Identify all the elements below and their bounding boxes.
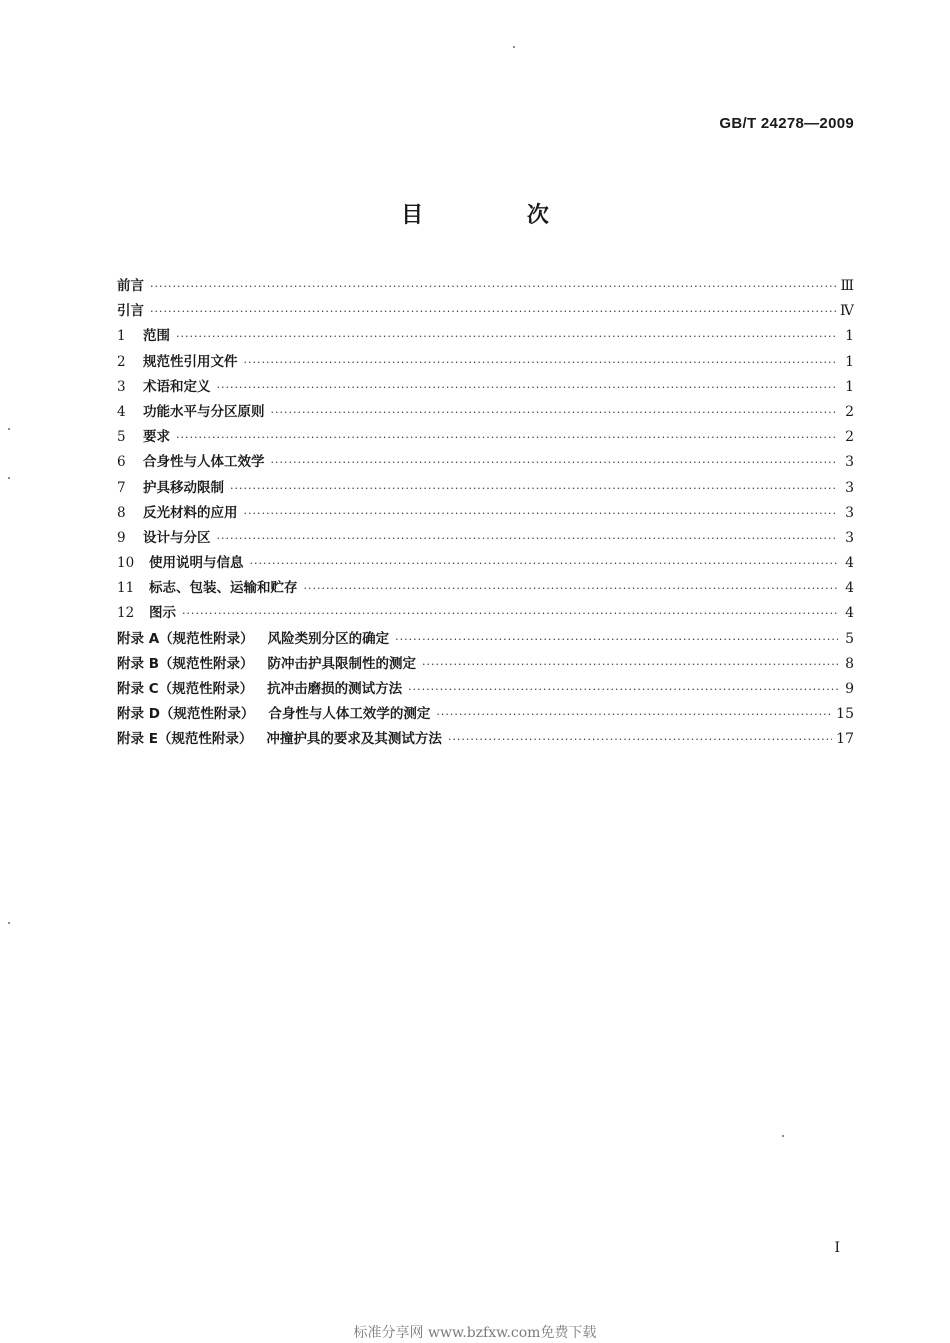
toc-entry-number: 12 xyxy=(117,605,135,622)
scan-speck xyxy=(8,922,10,924)
toc-entry[interactable] xyxy=(117,551,854,576)
watermark: 标准分享网 www.bzfxw.com免费下载 xyxy=(353,1325,597,1341)
toc-annex-prefix: 附录 A（规范性附录） xyxy=(117,630,254,647)
toc-entry-number: 5 xyxy=(117,429,126,446)
toc-entry-number: 4 xyxy=(117,403,126,420)
toc-entry-title xyxy=(117,702,430,727)
toc-entry-title xyxy=(117,274,144,299)
toc-entry-title xyxy=(117,601,176,626)
toc-entry[interactable] xyxy=(117,324,854,349)
toc-leader-dots xyxy=(250,551,839,576)
toc-entry-label: 图示 xyxy=(149,605,176,622)
toc-entry[interactable] xyxy=(117,299,854,324)
toc-entry[interactable] xyxy=(117,450,854,475)
toc-leader-dots xyxy=(244,350,839,375)
toc-leader-dots xyxy=(217,375,839,400)
toc-entry-label: 防冲击护具限制性的测定 xyxy=(267,655,416,672)
toc-entry-page: 1 xyxy=(845,328,854,345)
toc-entry-page: 4 xyxy=(845,605,854,622)
page-title: 目 次 xyxy=(401,203,597,228)
toc-entry[interactable] xyxy=(117,627,854,652)
toc-entry-title xyxy=(117,375,211,400)
toc-leader-dots xyxy=(422,652,838,677)
scan-speck xyxy=(8,428,10,430)
toc-entry[interactable] xyxy=(117,727,854,752)
toc-entry-title xyxy=(117,400,265,425)
toc-leader-dots xyxy=(230,476,838,501)
toc-entry-title xyxy=(117,425,170,450)
toc-annex-prefix: 附录 C（规范性附录） xyxy=(117,681,254,697)
toc-entry[interactable] xyxy=(117,526,854,551)
toc-entry-number: 6 xyxy=(117,454,126,471)
toc-entry-page: 1 xyxy=(845,353,854,370)
toc-entry-page: 15 xyxy=(836,706,854,723)
toc-entry-number: 11 xyxy=(117,580,135,597)
toc-entry-page: 9 xyxy=(845,681,854,697)
toc-leader-dots xyxy=(395,627,838,652)
toc-entry-number: 2 xyxy=(117,353,126,370)
toc-entry-number: 1 xyxy=(117,328,126,345)
toc-entry[interactable] xyxy=(117,425,854,450)
toc-entry-page: Ⅲ xyxy=(840,278,854,294)
toc-entry-page: 1 xyxy=(845,378,854,395)
toc-entry-label: 风险类别分区的确定 xyxy=(267,630,390,647)
toc-entry-title xyxy=(117,501,238,526)
toc-entry[interactable] xyxy=(117,375,854,400)
toc-annex-prefix: 附录 B（规范性附录） xyxy=(117,655,254,672)
toc-entry[interactable] xyxy=(117,501,854,526)
toc-entry-page: 5 xyxy=(845,630,854,647)
toc-leader-dots xyxy=(271,450,839,475)
toc-entry-number: 7 xyxy=(117,479,126,496)
toc-entry-title xyxy=(117,299,144,324)
toc-entry-label: 规范性引用文件 xyxy=(143,353,238,370)
toc-entry-page: Ⅳ xyxy=(840,303,854,320)
toc-entry-title xyxy=(117,576,298,601)
toc-entry-label: 范围 xyxy=(143,328,170,345)
toc-leader-dots xyxy=(176,425,838,450)
toc-leader-dots xyxy=(244,501,839,526)
toc-leader-dots xyxy=(304,576,839,601)
toc-entry-page: 3 xyxy=(845,504,854,521)
scan-speck xyxy=(513,46,515,48)
toc-entry-label: 功能水平与分区原则 xyxy=(143,403,265,420)
toc-entry-title xyxy=(117,526,211,551)
standard-code: GB/T 24278—2009 xyxy=(719,115,854,132)
toc-annex-prefix: 附录 D（规范性附录） xyxy=(117,706,255,723)
toc-entry-label: 前言 xyxy=(117,278,144,294)
toc-entry-title xyxy=(117,677,402,702)
table-of-contents xyxy=(117,274,854,753)
toc-leader-dots xyxy=(448,727,832,752)
toc-entry-page: 3 xyxy=(845,454,854,471)
toc-entry-label: 引言 xyxy=(117,303,144,320)
toc-leader-dots xyxy=(182,601,838,626)
toc-entry-title xyxy=(117,350,238,375)
toc-leader-dots xyxy=(408,677,838,702)
scan-speck xyxy=(8,477,10,479)
toc-entry-page: 2 xyxy=(845,403,854,420)
toc-leader-dots xyxy=(271,400,839,425)
toc-entry[interactable] xyxy=(117,350,854,375)
toc-entry-label: 合身性与人体工效学的测定 xyxy=(268,706,431,723)
toc-entry-label: 标志、包装、运输和贮存 xyxy=(149,580,298,597)
toc-entry-title xyxy=(117,652,416,677)
page-number: I xyxy=(834,1240,840,1256)
toc-leader-dots xyxy=(217,526,839,551)
toc-entry-label: 术语和定义 xyxy=(143,378,211,395)
toc-entry-page: 17 xyxy=(836,731,854,748)
toc-entry-number: 10 xyxy=(117,555,135,572)
toc-entry-number: 9 xyxy=(117,529,126,546)
toc-entry-title xyxy=(117,324,170,349)
toc-entry-number: 8 xyxy=(117,504,126,521)
toc-entry-label: 护具移动限制 xyxy=(143,479,224,496)
toc-entry[interactable] xyxy=(117,576,854,601)
toc-annex-prefix: 附录 E（规范性附录） xyxy=(117,731,253,748)
toc-entry-label: 反光材料的应用 xyxy=(143,504,238,521)
toc-entry[interactable] xyxy=(117,677,854,702)
toc-entry-title xyxy=(117,727,442,752)
toc-entry-title xyxy=(117,551,244,576)
toc-entry[interactable] xyxy=(117,652,854,677)
toc-entry[interactable] xyxy=(117,476,854,501)
toc-leader-dots xyxy=(150,274,836,299)
toc-leader-dots xyxy=(436,702,832,727)
toc-entry-title xyxy=(117,476,224,501)
toc-entry[interactable] xyxy=(117,601,854,626)
toc-entry-label: 抗冲击磨损的测试方法 xyxy=(267,681,403,697)
toc-entry-title xyxy=(117,627,389,652)
toc-entry-page: 4 xyxy=(845,580,854,597)
toc-entry[interactable] xyxy=(117,274,854,299)
toc-entry-label: 合身性与人体工效学 xyxy=(143,454,265,471)
toc-entry-page: 4 xyxy=(845,555,854,572)
scan-speck xyxy=(782,1135,784,1137)
toc-leader-dots xyxy=(176,324,838,349)
toc-entry[interactable] xyxy=(117,400,854,425)
toc-entry-label: 要求 xyxy=(143,429,170,446)
toc-entry-number: 3 xyxy=(117,378,126,395)
toc-entry-label: 使用说明与信息 xyxy=(149,555,244,572)
toc-leader-dots xyxy=(150,299,836,324)
toc-entry-title xyxy=(117,450,265,475)
toc-entry-page: 3 xyxy=(845,529,854,546)
toc-entry-page: 3 xyxy=(845,479,854,496)
toc-entry-page: 2 xyxy=(845,429,854,446)
toc-entry-page: 8 xyxy=(845,655,854,672)
toc-entry-label: 设计与分区 xyxy=(143,529,211,546)
toc-entry-label: 冲撞护具的要求及其测试方法 xyxy=(266,731,442,748)
toc-entry[interactable] xyxy=(117,702,854,727)
